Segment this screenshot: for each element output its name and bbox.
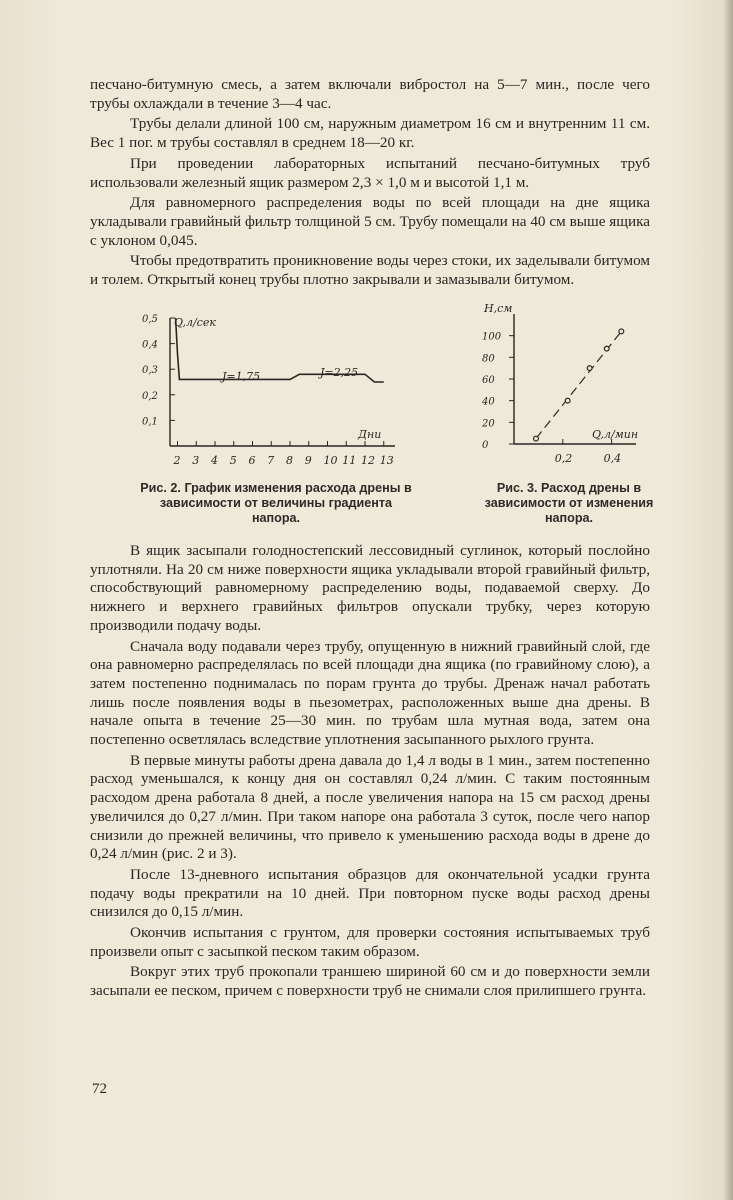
y-tick-label: 80 [482,353,495,365]
top-text-block [90,76,650,290]
x-tick-label: 2 [173,454,181,467]
x-axis-label: Q,л/мин [592,428,639,441]
y-tick-label: 100 [482,331,502,343]
caption-label: Рис. 2. [140,481,181,495]
x-tick-label: 0,2 [554,452,573,465]
y-tick-label: 0 [482,440,489,451]
y-tick-label: 60 [482,375,495,386]
x-tick-label: 5 [229,454,237,467]
x-tick-label: 10 [323,454,338,467]
caption-label: Рис. 3. [496,481,538,495]
annotation-gradient-2: J=2,25 [320,366,359,379]
x-tick-label: 12 [361,454,375,467]
y-tick-label: 0,3 [142,365,158,377]
paragraph: Сначала воду подавали через трубу, опущенную в нижний гравийный слой, где она равномерно распределялась по всей площади дна ящика (по гравийному слою), а затем постепенно поднималась по порам грунта до трубы. Дренаж начал работать лишь после появления воды в пьезометрах, расположенных выше дна дрены. В начале опыта в течение 25—30 мин. по трубам шла мутная вода, затем она постепенно осветлялась вследствие уплотнения засыпанного рыхлого грунта. [90,637,650,749]
x-tick-label: 7 [267,454,275,467]
y-tick-label: 40 [482,396,495,408]
figure-3-svg [476,296,656,471]
caption-text: График изменения расхода дрены в зависимости от величины градиента напора. [159,481,412,525]
paragraph: После 13-дневного испытания образцов для окончательной усадки грунта подачу воды прекратили на 10 дней. При повторном пуске воды расход дрены снизился до 0,15 л/мин. [90,865,650,921]
caption-text: Расход дрены в зависимости от изменения напора. [484,481,654,525]
x-axis-label: Дни [358,428,382,441]
y-tick-label: 0,4 [142,339,158,351]
paragraph: Трубы делали длиной 100 см, наружным диаметром 16 см и внутренним 11 см. Вес 1 пог. м трубы составлял в среднем 18—20 кг. [90,115,650,152]
data-point [619,329,624,334]
annotation-gradient-1: J=1,75 [222,370,261,383]
paragraph: Для равномерного распределения воды по всей площади на дне ящика укладывали гравийный фильтр толщиной 5 см. Трубу помещали на 40 см выше ящика с уклоном 0,045. [90,194,650,249]
x-tick-label: 3 [192,454,200,467]
x-tick-label: 8 [286,454,293,467]
data-point [604,346,609,351]
figure-3-caption [478,481,660,526]
y-tick-label: 0,2 [142,390,158,402]
x-tick-label: 0,4 [603,452,622,465]
bottom-text-block [90,542,650,1001]
paragraph: Вокруг этих труб прокопали траншею шириной 60 см и до поверхности земли засыпали ее песком, причем с поверхности труб не снимали слоя прилипшего грунта. [90,963,650,1000]
y-tick-label: 0,5 [142,314,158,325]
x-tick-label: 13 [379,454,394,467]
x-tick-label: 6 [248,454,256,467]
paragraph: Окончив испытания с грунтом, для проверки состояния испытываемых труб произвели опыт с засыпкой песком таким образом. [90,924,650,960]
figure-2-caption [140,481,412,526]
data-point [565,398,570,403]
page-number: 72 [92,1081,107,1097]
paragraph: В первые минуты работы дрена давала до 1,4 л воды в 1 мин., затем постепенно расход уменьшался, к концу дня он составлял 0,24 л/мин. С таким постоянным расходом дрена работала 8 дней, а после увеличения напора на 15 см расход дрены увеличился до 0,27 л/мин. При таком напоре она работала 3 суток, после чего напор снизили до прежней величины, что привело к уменьшению расхода воды в дрене до 0,24 л/мин (рис. 2 и 3). [90,751,650,863]
paragraph: Чтобы предотвратить проникновение воды через стоки, их заделывали битумом и толем. Открытый конец трубы плотно закрывали и замазывали битумом. [90,252,650,289]
paragraph: песчано-битумную смесь, а затем включали вибростол на 5—7 мин., после чего трубы охлаждали в течение 3—4 час. [90,76,650,112]
data-point [534,436,539,441]
y-axis-label: Н,см [484,302,513,315]
y-axis-label: Q,л/сек [174,316,216,329]
data-point [587,366,592,371]
x-tick-label: 9 [304,454,312,467]
x-tick-label: 4 [211,454,218,467]
paragraph: В ящик засыпали голодностепский лессовидный суглинок, который послойно уплотняли. На 20 см ниже поверхности ящика укладывали второй гравийный фильтр, способствующий равномерному распределению воды, подаваемой сверху. До нижнего и верхнего гравийных фильтров опускали трубку, через которую производили подачу воды. [90,542,650,634]
y-tick-label: 20 [482,418,495,430]
x-tick-label: 11 [342,454,357,467]
paragraph: При проведении лабораторных испытаний песчано-битумных труб использовали железный ящик размером 2,3 × 1,0 м и высотой 1,1 м. [90,154,650,191]
figure-2-svg [140,306,410,476]
y-tick-label: 0,1 [142,416,158,428]
